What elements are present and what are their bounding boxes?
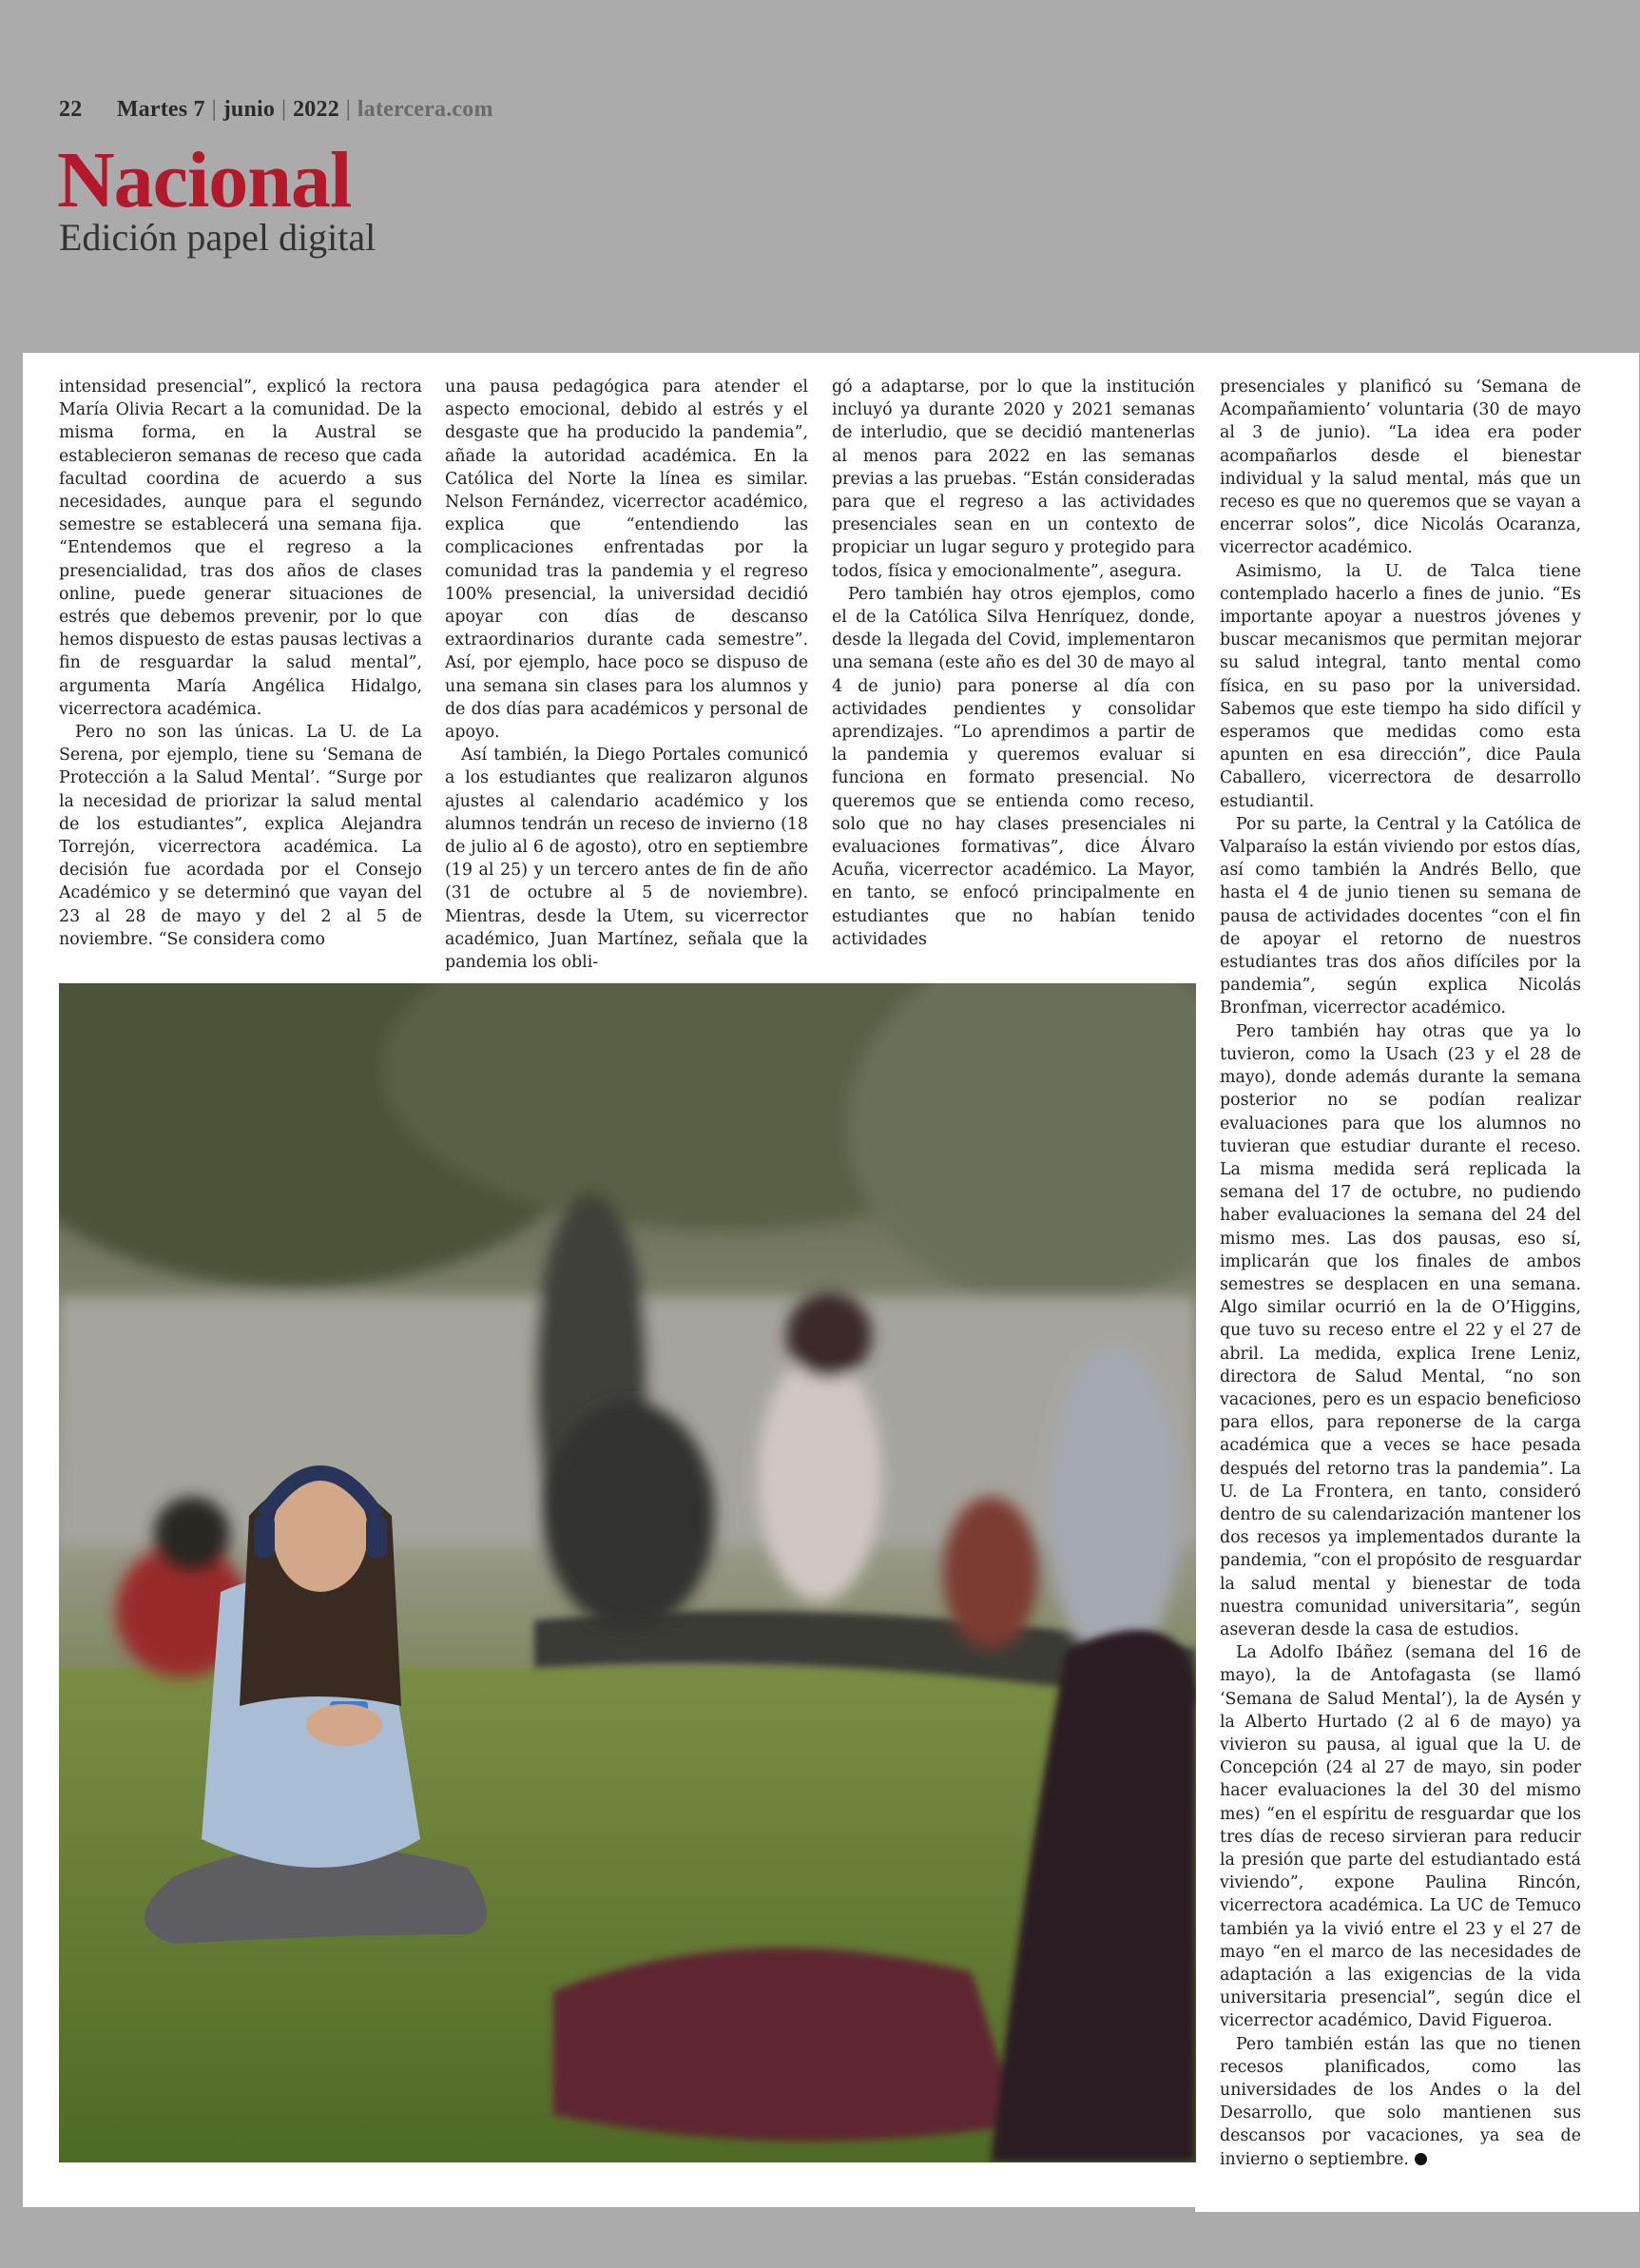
paragraph: Pero también hay otros ejemplos, como el de la Católica Silva Henríquez, donde, desde la llegada del Covid, implementaron una semana (este año es del 30 de mayo al 4 de junio) para ponerse al día con actividades pendientes y consolidar aprendizajes. “Lo aprendimos a partir de la pandemia y queremos evaluar si funciona en formato presencial. No queremos que se entienda como receso, solo que no hay clases presenciales ni evaluaciones formativas”, dice Álvaro Acuña, vicerrector académico. La Mayor, en tanto, se enfocó principalmente en estudiantes que no habían tenido actividades (832, 584, 1195, 949)
photo-illustration (59, 983, 1196, 2162)
paragraph-text: Pero también están las que no tienen recesos planificados, como las universidades de los Andes o la del Desarrollo, que solo mantienen sus descansos por vacaciones, ya sea de invierno o septiembre. (1220, 2034, 1581, 2169)
page-number: 22 (59, 97, 83, 122)
paragraph: Pero no son las únicas. La U. de La Serena, por ejemplo, tiene su ‘Semana de Protección a la Salud Mental’. “Surge por la necesidad de priorizar la salud mental de los estudiantes”, explica Alejandra Torrejón, vicerrectora académica. La decisión fue acordada por el Consejo Académico y se determinó que vayan del 23 al 28 de mayo y del 2 al 5 de noviembre. “Se considera como (59, 723, 422, 949)
page-header: 22 Martes 7 | junio | 2022 | latercera.com (59, 97, 493, 122)
article-column-4 (1220, 376, 1581, 2171)
paragraph: Así también, la Diego Portales comunicó a los estudiantes que realizaron algunos ajustes al calendario académico y los alumnos tendrán un receso de invierno (18 de julio al 6 de agosto), otro en septiembre (19 al 25) y un tercero antes de fin de año (31 de octubre al 5 de noviembre). Mientras, desde la Utem, su vicerrector académico, Juan Martínez, señala que la pandemia los obli- (445, 746, 808, 973)
date-year: 2022 (293, 97, 339, 122)
paragraph: presenciales y planificó su ‘Semana de Acompañamiento’ voluntaria (30 de mayo al 3 de junio). “La idea era poder acompañarlos desde el bienestar individual y la salud mental, más que un receso es que no queremos que se vayan a encerrar solos”, dice Nicolás Ocaranza, vicerrector académico. (1220, 378, 1581, 558)
article-photo (59, 983, 1196, 2162)
article-column-1 (59, 376, 422, 951)
end-mark-icon (1415, 2153, 1427, 2165)
paragraph: Asimismo, la U. de Talca tiene contemplado hacerlo a fines de junio. “Es importante apoyar a nuestros jóvenes y buscar mecanismos que permitan mejorar su salud integral, tanto mental como física, en su paso por la universidad. Sabemos que este tiempo ha sido difícil y esperamos que medidas como esta apunten en esa dirección”, dice Paula Caballero, vicerrectora de desarrollo estudiantil. (1220, 561, 1581, 811)
paragraph-last (1220, 2033, 1581, 2171)
paragraph: Por su parte, la Central y la Católica de Valparaíso la están viviendo por estos días, así como también la Andrés Bello, que hasta el 4 de junio tienen su semana de pausa de actividades docentes “con el fin de apoyar el retorno de nuestros estudiantes tras dos años difíciles por la pandemia”, según explica Nicolás Bronfman, vicerrector académico. (1220, 814, 1581, 1018)
date-month: junio (222, 97, 276, 122)
section-title: Nacional (57, 136, 352, 224)
paragraph: Pero también hay otras que ya lo tuvieron, como la Usach (23 y el 28 de mayo), donde además durante la semana posterior no se podían realizar evaluaciones para que los alumnos no tuvieran que estudiar durante el receso. La misma medida será replicada la semana del 17 de octubre, no pudiendo haber evaluaciones la semana del 24 del mismo mes. Las dos pausas, eso sí, implicarán que los finales de ambos semestres se desplacen en una semana. Algo similar ocurrió en la de O’Higgins, que tuvo su receso entre el 22 y el 27 de abril. La medida, explica Irene Leniz, directora de Salud Mental, “no son vacaciones, pero es un espacio beneficioso para ellos, para reponerse de la carga académica que a veces se hace pesada después del retorno tras la pandemia”. La U. de La Frontera, en tanto, consideró dentro de su calendarización mantener los dos recesos ya implementados durante la pandemia, “con el propósito de resguardar la salud mental y bienestar de toda nuestra comunidad universitaria”, según aseveran desde la casa de estudios. (1220, 1021, 1581, 1639)
paragraph: intensidad presencial”, explicó la rectora María Olivia Recart a la comunidad. De la misma forma, en la Austral se establecieron semanas de receso que cada facultad coordina de acuerdo a sus necesidades, aunque para el segundo semestre se establecerá una semana fija. “Entendemos que el regreso a la presencialidad, tras dos años de clases online, puede generar situaciones de estrés que debemos prevenir, por lo que hemos dispuesto de estas pausas lectivas a fin de resguardar la salud mental”, argumenta María Angélica Hidalgo, vicerrectora académica. (59, 378, 422, 719)
section-subtitle: Edición papel digital (59, 216, 376, 259)
paragraph: La Adolfo Ibáñez (semana del 16 de mayo), la de Antofagasta (se llamó ‘Semana de Salud Mental’), la de Aysén y la Alberto Hurtado (2 al 6 de mayo) ya vivieron su pausa, al igual que la U. de Concepción (24 al 27 de mayo, sin poder hacer evaluaciones la del 30 del mismo mes) “en el espíritu de resguardar que los tres días de receso sirvieran para reducir la presión que parte del estudiantado está viviendo”, expone Paulina Rincón, vicerrectora académica. La UC de Temuco también ya la vivió entre el 23 y el 27 de mayo “en el marco de las necesidades de adaptación a las exigencias de la vida universitaria presencial”, según dice el vicerrector académico, David Figueroa. (1220, 1643, 1581, 2031)
site-name: latercera.com (357, 97, 493, 122)
article-column-2 (445, 376, 808, 974)
paragraph: gó a adaptarse, por lo que la institución incluyó ya durante 2020 y 2021 semanas de interludio, que se decidió mantenerlas al menos para 2022 en las semanas previas a las pruebas. “Están consideradas para que el regreso a las actividades presenciales sean en un contexto de propiciar un lugar seguro y protegido para todos, física y emocionalmente”, asegura. (832, 378, 1195, 581)
article-column-3 (832, 376, 1195, 951)
date-day: Martes 7 (116, 97, 205, 122)
paragraph: una pausa pedagógica para atender el aspecto emocional, debido al estrés y el desgaste que ha producido la pandemia”, añade la autoridad académica. En la Católica del Norte la línea es similar. Nelson Fernández, vicerrector académico, explica que “entendiendo las complicaciones enfrentadas por la comunidad tras la pandemia y el regreso 100% presencial, la universidad decidió apoyar con días de descanso extraordinarios durante cada semestre”. Así, por ejemplo, hace poco se dispuso de una semana sin clases para los alumnos y de dos días para académicos y personal de apoyo. (445, 378, 808, 743)
